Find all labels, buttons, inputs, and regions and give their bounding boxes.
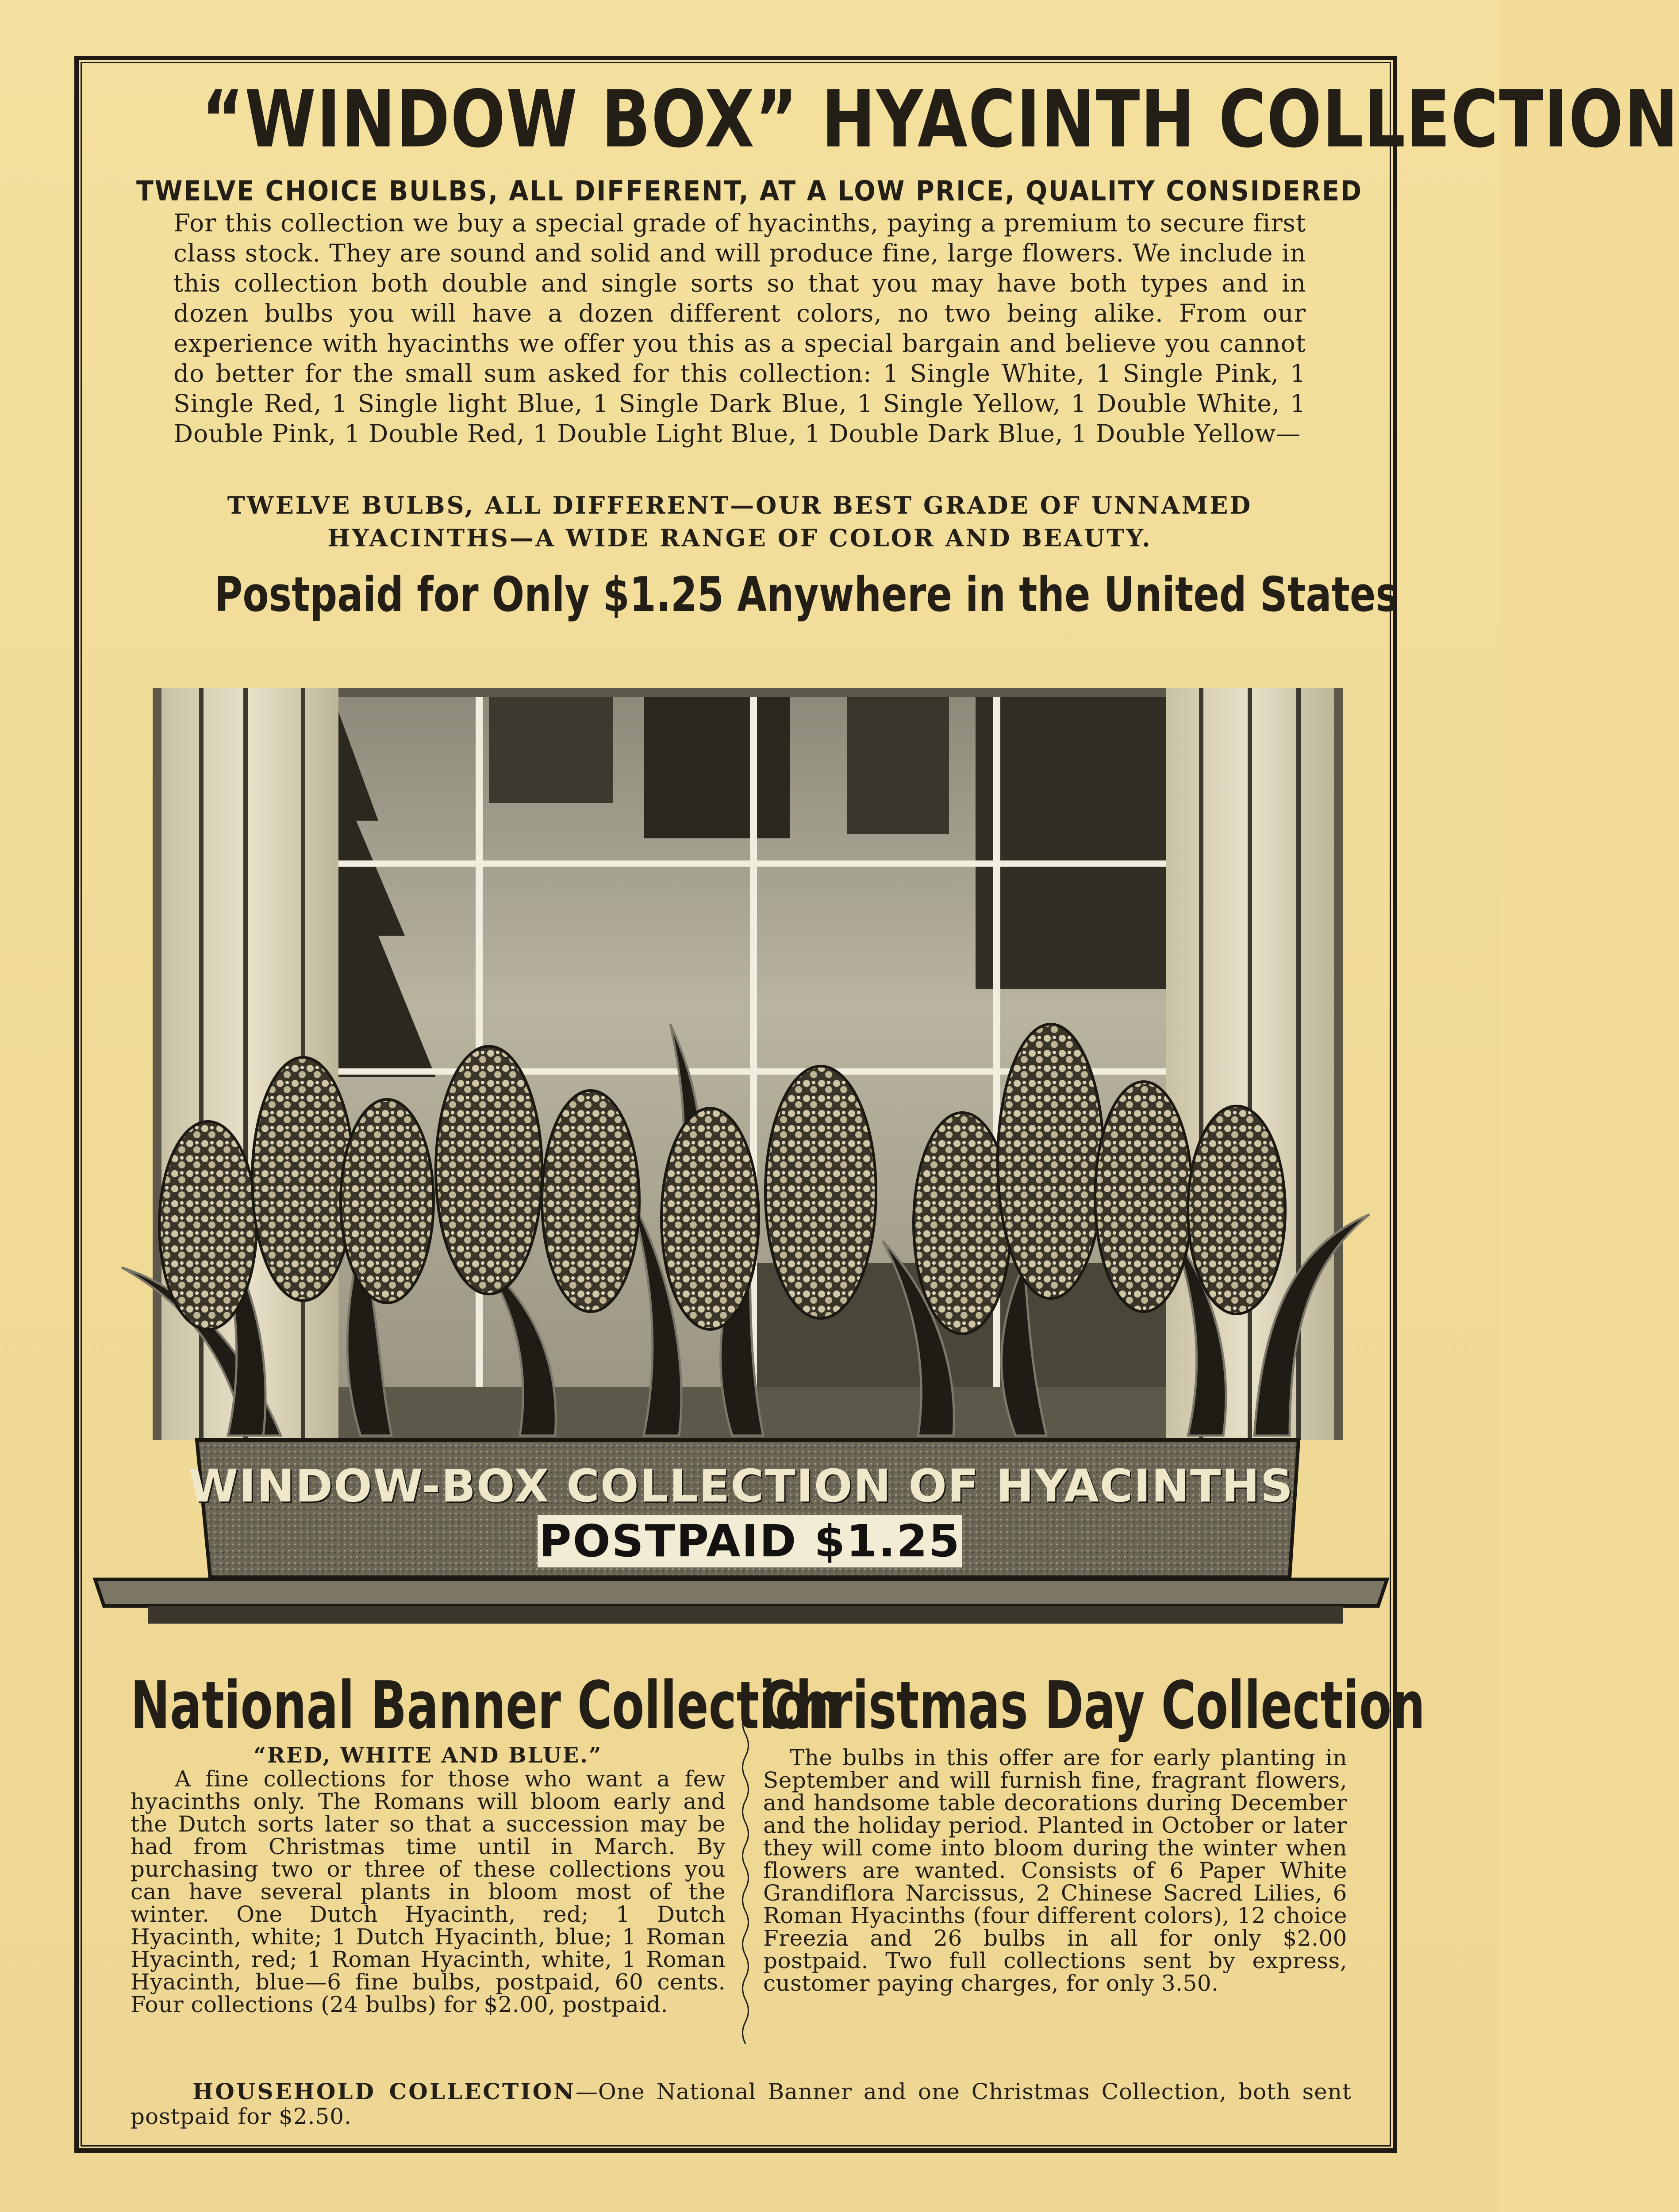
household-text: —One National Banner and one Christmas Collection, both sent postpaid for $2.50.: [131, 2079, 1352, 2129]
household-collection: [131, 2079, 1352, 2129]
household-label: HOUSEHOLD COLLECTION: [192, 2078, 576, 2104]
window-box-illustration: [95, 688, 1387, 1630]
window-box-label: WINDOW-BOX COLLECTION OF HYACINTHS: [188, 1460, 1294, 1513]
price-line: Postpaid for Only $1.25 Anywhere in the United States: [215, 567, 1399, 622]
national-banner-body: A fine collections for those who want a few hyacinths only. The Romans will bloom early and the Dutch sorts later so that a succession may be had from Christmas time until in March. By purchasing two or three of these collections you can have several plants in bloom most of the winter. One Dutch Hyacinth, red; 1 Dutch Hyacinth, white; 1 Dutch Hyacinth, blue; 1 Roman Hyacinth, red; 1 Roman Hyacinth, white, 1 Roman Hyacinth, blue—6 fine bulbs, postpaid, 60 cents. Four collections (24 bulbs) for $2.00, postpaid.: [131, 1766, 726, 2017]
christmas-day-title: Christmas Day Collection: [761, 1667, 1425, 1743]
column-divider: [739, 1690, 752, 2053]
national-banner-subtitle: “RED, WHITE AND BLUE.”: [254, 1743, 603, 1768]
intro-paragraph: For this collection we buy a special grade of hyacinths, paying a premium to secure first class stock. They are sound and solid and will produce fine, large flowers. We include in this collection both double and single sorts so that you may have both types and in dozen bulbs you will have a dozen different colors, no two being alike. From our experience with hyacinths we offer you this as a special bargain and believe you cannot do better for the small sum asked for this collection: 1 Single White, 1 Single Pink, 1 Single Red, 1 Single light Blue, 1 Single Dark Blue, 1 Single Yellow, 1 Double White, 1 Double Pink, 1 Double Red, 1 Double Light Blue, 1 Double Dark Blue, 1 Double Yellow—: [173, 209, 1306, 448]
window-box-price-tag: POSTPAID $1.25: [538, 1515, 962, 1567]
national-banner-title: National Banner Collection: [131, 1667, 841, 1743]
window-sill: [95, 1579, 1387, 1606]
christmas-day-body: The bulbs in this offer are for early planting in September and will furnish fine, fragrant flowers, and handsome table decorations during December and the holiday period. Planted in October or later they will come into bloom during the winter when flowers are wanted. Consists of 6 Paper White Grandiflora Narcissus, 2 Chinese Sacred Lilies, 6 Roman Hyacinths (four different colors), 12 choice Freezia and 26 bulbs in all for only $2.00 postpaid. Two full collections sent by express, customer paying charges, for only 3.50.: [763, 1745, 1347, 1996]
subheadline: TWELVE CHOICE BULBS, ALL DIFFERENT, AT A LOW PRICE, QUALITY CONSIDERED: [136, 175, 1363, 207]
sill-shadow: [148, 1606, 1343, 1624]
tagline: TWELVE BULBS, ALL DIFFERENT—OUR BEST GRADE OF UNNAMED HYACINTHS—A WIDE RANGE OF COLOR AND BEAUTY.: [227, 491, 1253, 552]
headline: “WINDOW BOX” HYACINTH COLLECTION: [201, 73, 1679, 165]
